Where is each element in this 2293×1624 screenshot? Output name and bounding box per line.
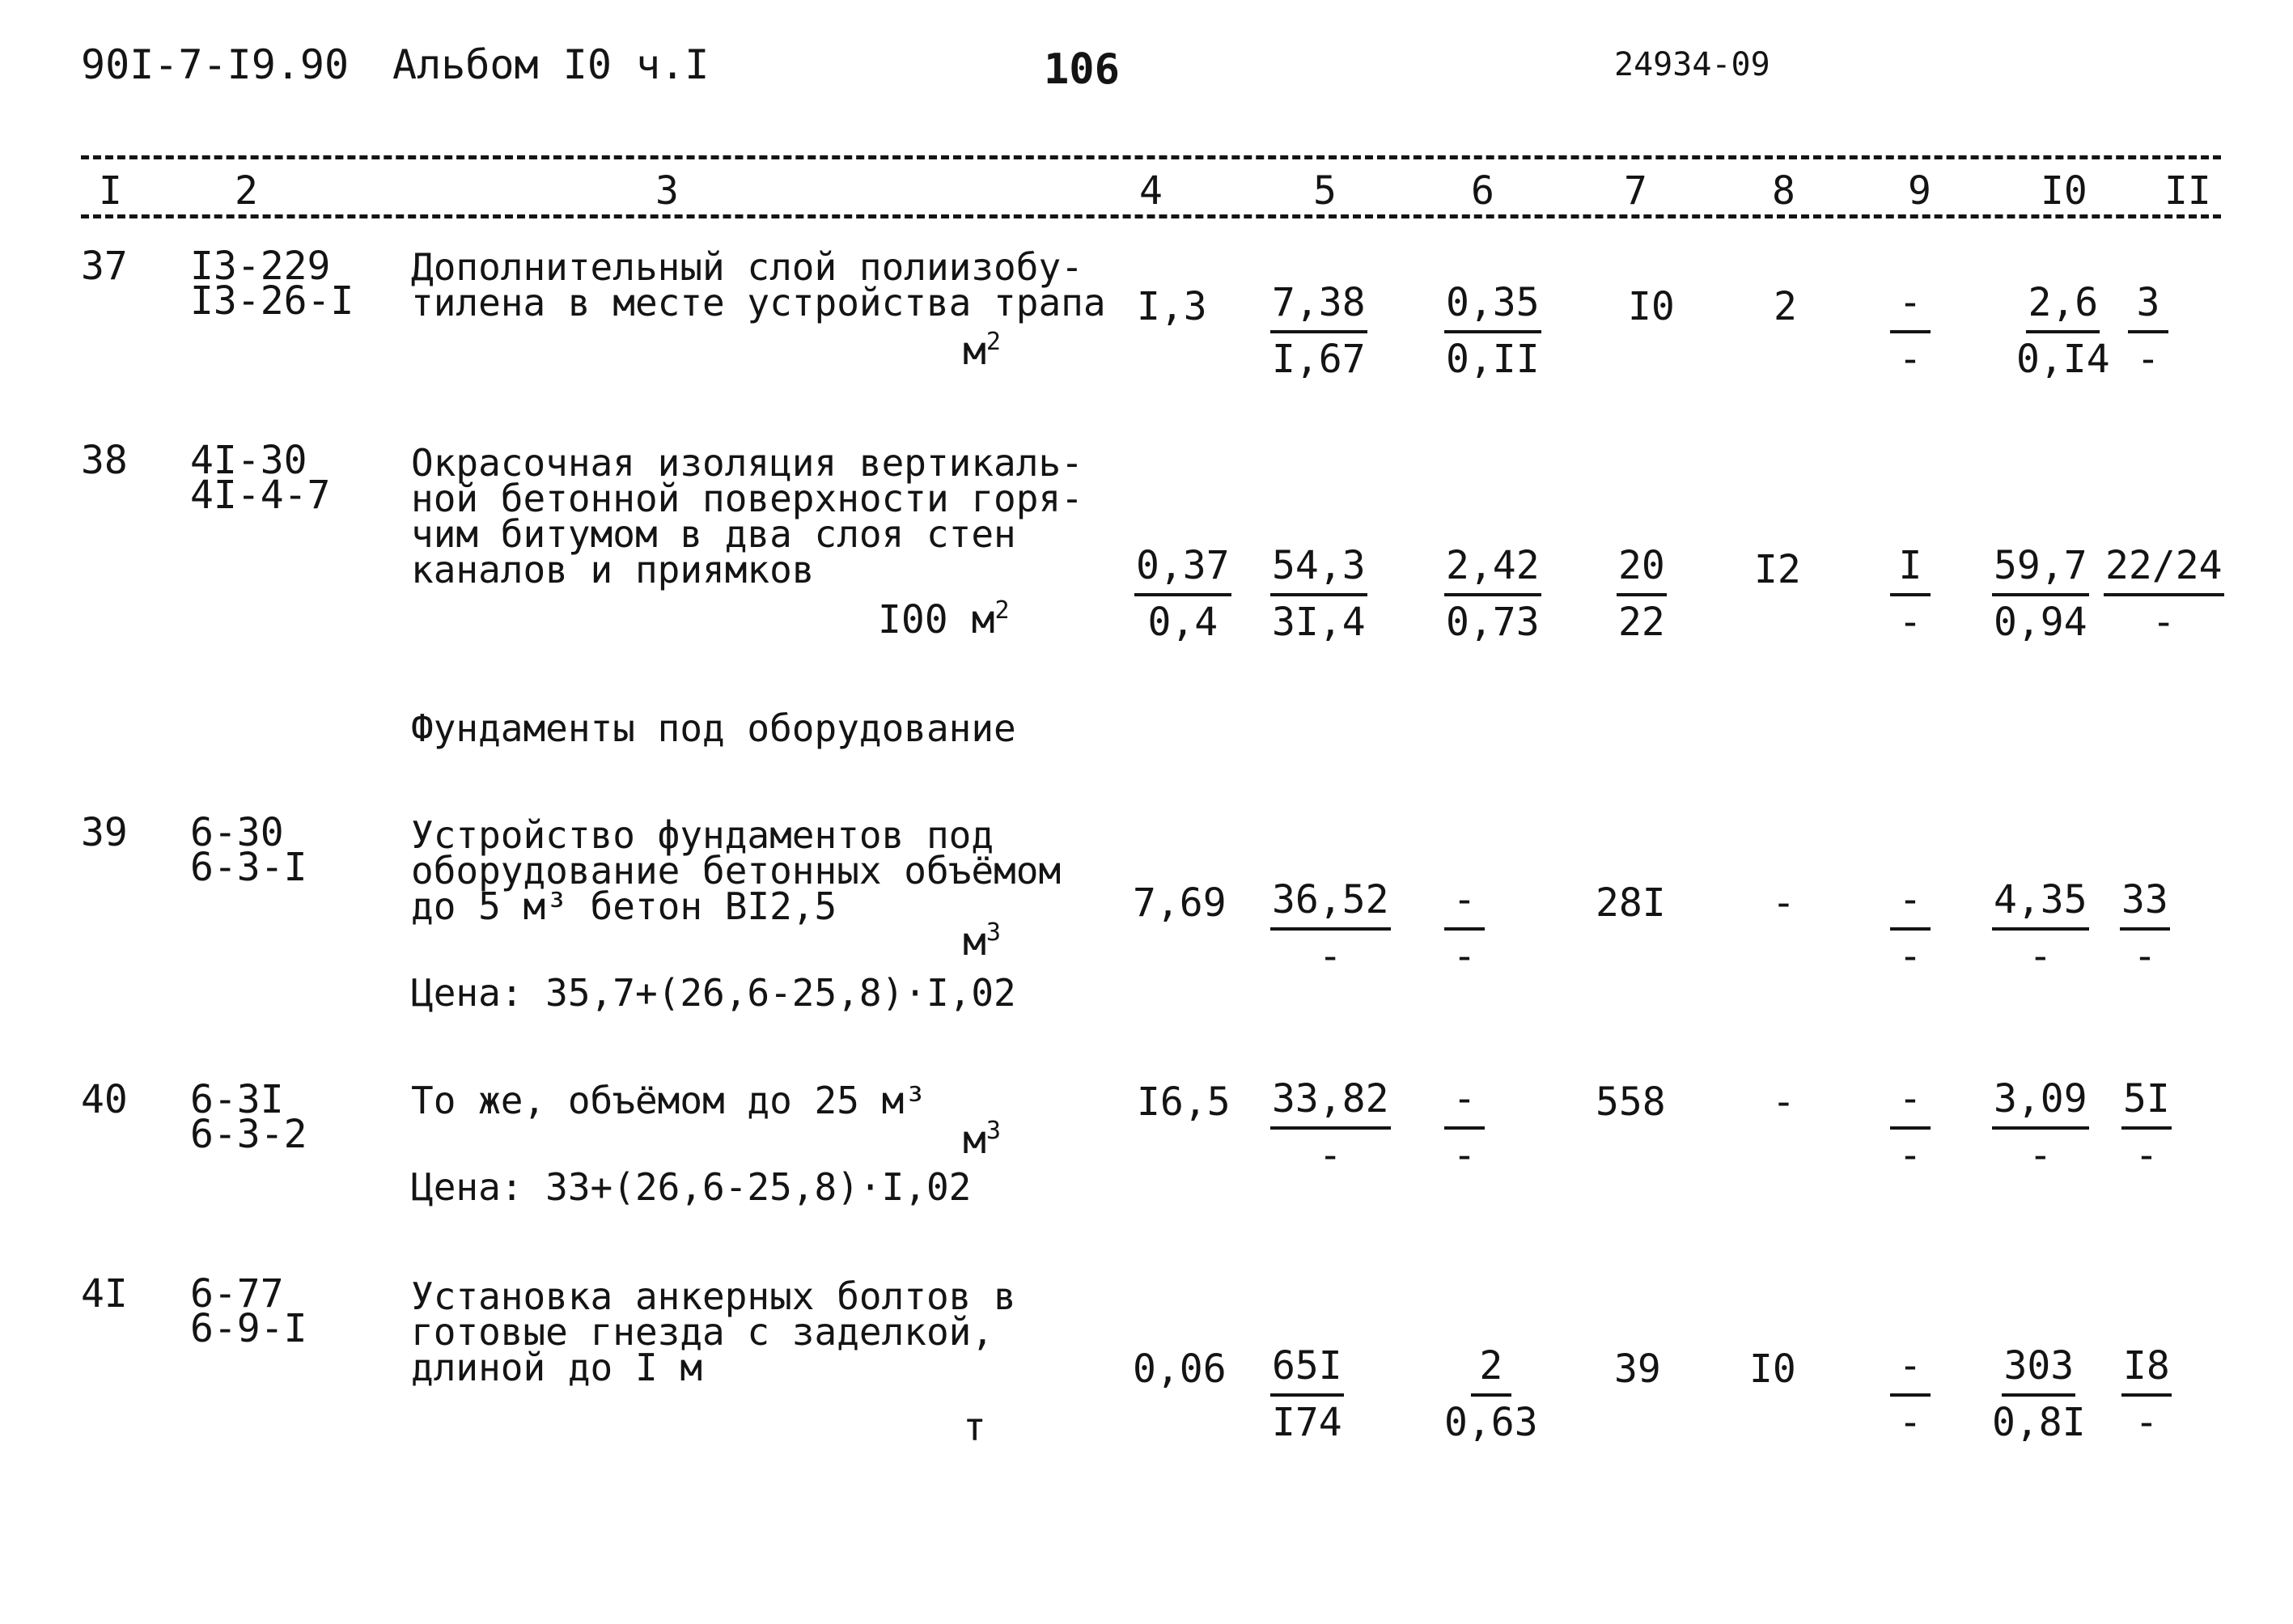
col8-value: I2 bbox=[1754, 547, 1801, 592]
col-header-10: I0 bbox=[2041, 168, 2087, 214]
col-header-3: 3 bbox=[655, 168, 679, 214]
price-formula: Цена: 35,7+(26,6-25,8)·I,02 bbox=[411, 971, 1016, 1015]
col11-value: 5I - bbox=[2123, 1076, 2170, 1178]
col10-value: $\frac{2,6}{0,I4}$ bbox=[2016, 280, 2110, 382]
col7-value: $\frac{20}{22}$ bbox=[1618, 543, 1665, 645]
norm-code: 4I-30 bbox=[190, 438, 307, 483]
col8-value: - bbox=[1772, 1079, 1795, 1125]
col10-value: $\frac{59,7}{0,94}$ bbox=[1994, 543, 2087, 645]
col9-value: I - bbox=[1890, 546, 1931, 642]
col-header-11: II bbox=[2164, 168, 2211, 214]
row-number: 39 bbox=[81, 810, 128, 855]
work-description: Устройство фундаментов под оборудование бетонных объёмом до 5 м³ бетон BI2,5 bbox=[411, 813, 1062, 928]
col-header-5: 5 bbox=[1313, 168, 1337, 214]
unit-label: $м^3$ bbox=[963, 1117, 1001, 1163]
col6-value: $\frac{0,35}{0,II}$ bbox=[1446, 280, 1540, 382]
page-number: 106 bbox=[1044, 45, 1120, 94]
unit-label: $м^3$ bbox=[963, 918, 1001, 965]
norm-code: 6-3I bbox=[190, 1077, 284, 1122]
col11-value: 22/24 - bbox=[2105, 543, 2223, 645]
col11-value: I8 - bbox=[2123, 1343, 2170, 1445]
norm-code-secondary: I3-26-I bbox=[190, 278, 354, 324]
col-header-2: 2 bbox=[235, 168, 258, 214]
work-description: Установка анкерных болтов в готовые гнезда с заделкой, длиной до I м bbox=[411, 1274, 1016, 1389]
col5-value: 36,52 - bbox=[1272, 877, 1389, 979]
norm-code: 6-77 bbox=[190, 1271, 284, 1317]
col5-value: $\frac{7,38}{I,67}$ bbox=[1272, 280, 1366, 382]
col6-value: $\frac{2}{0,63}$ bbox=[1444, 1343, 1538, 1445]
col4-value: I6,5 bbox=[1137, 1079, 1231, 1125]
unit-label: т bbox=[963, 1405, 986, 1450]
work-description: Окрасочная изоляция вертикаль- ной бетонной поверхности горя- чим битумом в два слоя стен каналов и приямков bbox=[411, 441, 1083, 592]
col11-value: 33 - bbox=[2121, 877, 2168, 979]
section-heading: Фундаменты под оборудование bbox=[411, 706, 1016, 750]
norm-code: 6-30 bbox=[190, 810, 284, 855]
col11-value: 3 - bbox=[2128, 283, 2168, 379]
header-top-rule bbox=[81, 155, 2221, 159]
sheet-code: 24934-09 bbox=[1614, 46, 1770, 83]
work-description: Дополнительный слой полиизобу- тилена в месте устройства трапа bbox=[411, 245, 1106, 324]
col8-value: I0 bbox=[1749, 1346, 1796, 1392]
col6-value: - - bbox=[1444, 1079, 1485, 1175]
price-formula: Цена: 33+(26,6-25,8)·I,02 bbox=[411, 1165, 972, 1209]
unit-label: I00 $м^2$ bbox=[878, 596, 1010, 642]
album-label: Альбом I0 ч.I bbox=[392, 41, 710, 88]
row-number: 38 bbox=[81, 438, 128, 483]
col-header-1: I bbox=[99, 168, 122, 214]
norm-code-secondary: 6-3-2 bbox=[190, 1112, 307, 1157]
col6-value: - - bbox=[1444, 880, 1485, 976]
col-header-9: 9 bbox=[1908, 168, 1931, 214]
col4-value: I,3 bbox=[1137, 284, 1207, 329]
header-bottom-rule bbox=[81, 214, 2221, 218]
document-code: 90I-7-I9.90 bbox=[81, 41, 350, 88]
col9-value: - - bbox=[1890, 1346, 1931, 1442]
col4-value: 0,06 bbox=[1133, 1346, 1227, 1392]
col7-value: 39 bbox=[1614, 1346, 1661, 1392]
col4-value: 7,69 bbox=[1133, 880, 1227, 926]
col6-value: $\frac{2,42}{0,73}$ bbox=[1446, 543, 1540, 645]
row-number: 37 bbox=[81, 244, 128, 289]
row-number: 4I bbox=[81, 1271, 128, 1317]
col5-value: $\frac{65I}{I74}$ bbox=[1272, 1343, 1342, 1445]
col7-value: 558 bbox=[1596, 1079, 1666, 1125]
col-header-7: 7 bbox=[1624, 168, 1647, 214]
col5-value: 33,82 - bbox=[1272, 1076, 1389, 1178]
col10-value: 3,09 - bbox=[1994, 1076, 2087, 1178]
col9-value: - - bbox=[1890, 1079, 1931, 1175]
col7-value: 28I bbox=[1596, 880, 1666, 926]
col8-value: 2 bbox=[1774, 284, 1797, 329]
col8-value: - bbox=[1772, 880, 1795, 926]
col10-value: $\frac{303}{0,8I}$ bbox=[1992, 1343, 2086, 1445]
row-number: 40 bbox=[81, 1077, 128, 1122]
unit-label: $м^2$ bbox=[963, 328, 1001, 374]
col-header-4: 4 bbox=[1139, 168, 1163, 214]
col7-value: I0 bbox=[1628, 284, 1675, 329]
col-header-8: 8 bbox=[1772, 168, 1795, 214]
col9-value: - - bbox=[1890, 283, 1931, 379]
work-description: То же, объёмом до 25 м³ bbox=[411, 1079, 926, 1122]
col4-value: $\frac{0,37}{0,4}$ bbox=[1136, 543, 1230, 645]
norm-code: I3-229 bbox=[190, 244, 331, 289]
col10-value: 4,35 - bbox=[1994, 877, 2087, 979]
col9-value: - - bbox=[1890, 880, 1931, 976]
norm-code-secondary: 6-3-I bbox=[190, 845, 307, 890]
col-header-6: 6 bbox=[1471, 168, 1494, 214]
norm-code-secondary: 6-9-I bbox=[190, 1306, 307, 1351]
col5-value: $\frac{54,3}{3I,4}$ bbox=[1272, 543, 1366, 645]
norm-code-secondary: 4I-4-7 bbox=[190, 473, 331, 518]
